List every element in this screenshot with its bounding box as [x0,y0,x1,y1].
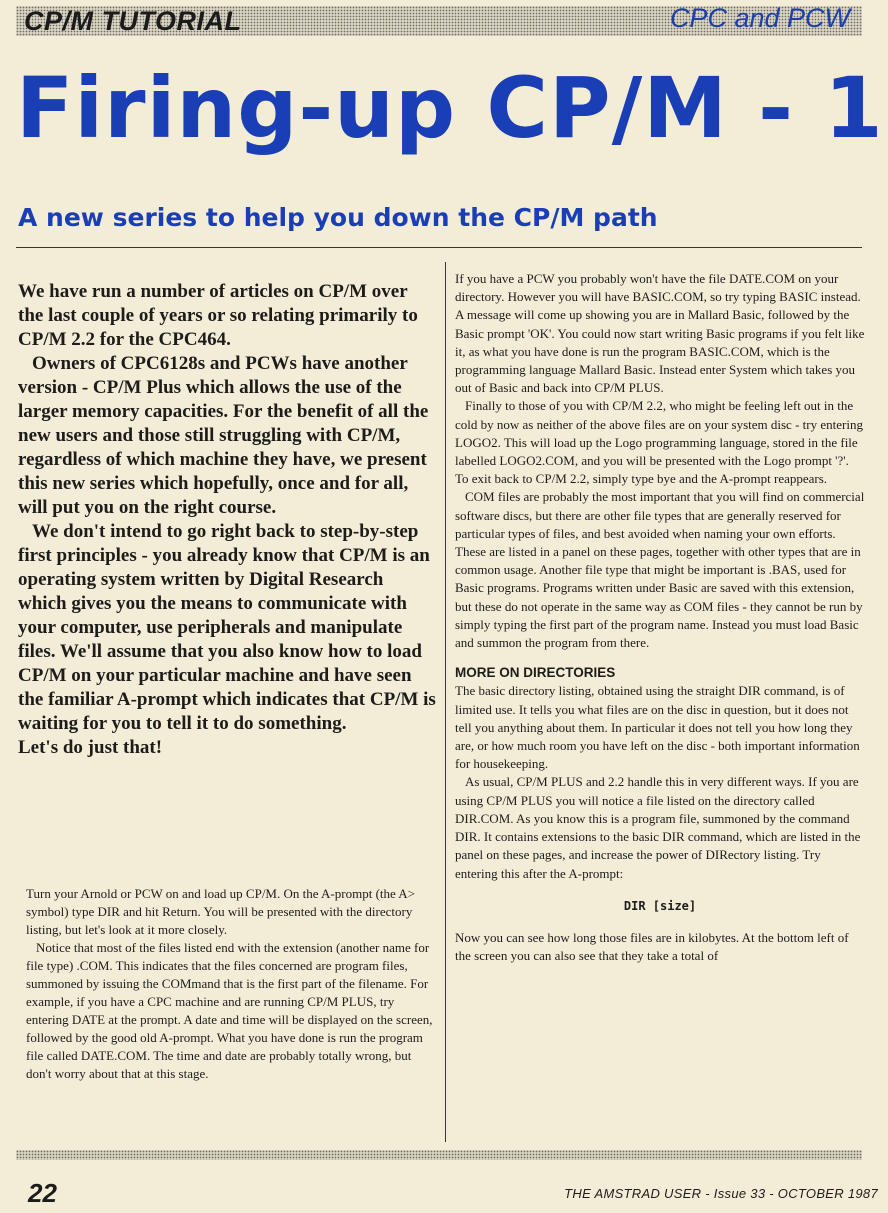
intro-paragraph: We have run a number of articles on CP/M over the last couple of years or so relating primarily to CP/M 2.2 for the CPC464. [18,281,418,350]
body-paragraph: Now you can see how long those files are in kilobytes. At the bottom left of the screen you can also see that they take a total of [455,929,849,964]
article-subtitle: A new series to help you down the CP/M path [18,203,658,232]
intro-paragraph: We don't intend to go right back to step-by-step first principles - you already know that CP/M is an operating system written by Digital Research which gives you the means to communicate with your computer, use peripherals and manipulate files. We'll assume that you also know how to load [18,521,430,662]
intro-paragraph: CP/M on your particular machine and have seen the familiar A-prompt which indicates that CP/M is waiting for you to tell it to do something. [18,665,436,734]
footer-band [16,1150,862,1160]
body-paragraph: COM files are probably the most important that you will find on commercial software discs, but there are other file types that are generally reserved for particular types of files, and best avoided when naming your own efforts. These are listed in a panel on these pages, together with other types that are in common usage. Another file type that might be important is .BAS, used for Basic programs. Programs written under Basic are saved with this extension, but these do not operate in the same way as COM files - they cannot be run by simply typing the first part of the program name. Instead you must load Basic and summon the program from there. [455,489,865,651]
command-example: DIR [size] [623,898,697,913]
body-paragraph: Notice that most of the files listed end with the extension (another name for file type) .COM. This indicates that the files concerned are program files, summoned by issuing the COMmand that is the first part of the filename. For example, if you have a CPC machine and are running CP/M PLUS, try entering DATE at the prompt. A date and time will be displayed on the screen, followed by the good old A-prompt. What you have done is run the program file called DATE.COM. The time and date are probably totally wrong, but don't worry about that at this stage. [26,940,433,1081]
intro-column [18,280,436,760]
right-body-column [455,270,865,965]
magazine-footer: THE AMSTRAD USER - Issue 33 - OCTOBER 1987 [564,1186,878,1201]
series-label: CPC and PCW [669,3,850,33]
left-body-column [26,885,436,1083]
article-title: Firing-up CP/M - 1 [16,59,884,157]
body-paragraph: Finally to those of you with CP/M 2.2, who might be feeling left out in the cold by now as neither of the above files are on your system disc - try entering LOGO2. This will load up the Logo programming language, stored in the file labelled LOGO2.COM, and you will be presented with the Logo prompt '?'. To exit back to CP/M 2.2, simply type bye and the A-prompt reappears. [455,398,863,487]
column-divider [445,262,446,1142]
body-paragraph: The basic directory listing, obtained using the straight DIR command, is of limited use. It tells you what files are on the disc in question, but it does not tell you anything about them. In particular it does not tell you how long they are, or how much room you have left on the disc - both important information for housekeeping. [455,683,860,772]
page-number: 22 [28,1178,57,1208]
title-rule [16,247,862,248]
body-paragraph: Turn your Arnold or PCW on and load up CP/M. On the A-prompt (the A> symbol) type DIR and hit Return. You will be presented with the directory listing, but let's look at it more closely. [26,886,416,937]
body-paragraph: As usual, CP/M PLUS and 2.2 handle this in very different ways. If you are using CP/M PLUS you will notice a file listed on the directory called DIR.COM. As you know this is a program file, summoned by the command DIR. It contains extensions to the basic DIR command, which are listed in the panel on these pages, and increase the power of DIRectory listing. Try entering this after the A-prompt: [455,774,861,881]
intro-paragraph: Owners of CPC6128s and PCWs have another version - CP/M Plus which allows the use of the larger memory capacities. For the benefit of all the new users and those still struggling with CP/M, regardless of which machine they have, we present this new series which hopefully, once and for all, will put you on the right course. [18,353,429,518]
section-kicker: CP/M TUTORIAL [24,6,242,36]
intro-paragraph: Let's do just that! [18,737,163,758]
section-heading: MORE ON DIRECTORIES [455,665,616,681]
body-paragraph: If you have a PCW you probably won't have the file DATE.COM on your directory. However you will have BASIC.COM, so try typing BASIC instead. A message will come up showing you are in Mallard Basic, followed by the Basic prompt 'OK'. You could now start writing Basic programs if you felt like it, as what you have done is run the program BASIC.COM, which is the programming language Mallard Basic. Instead enter System which takes you out of Basic and back into CP/M PLUS. [455,271,865,396]
